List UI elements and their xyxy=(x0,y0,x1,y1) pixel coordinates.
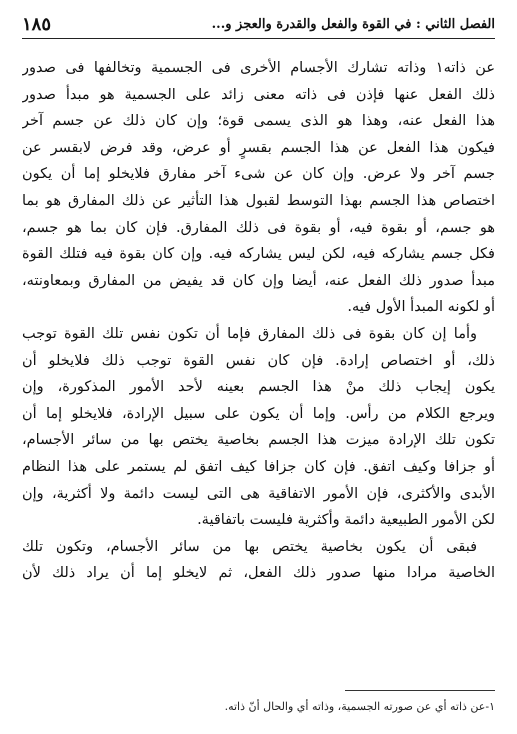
text-line: وأما إن كان بقوة فى ذلك المفارق فإما أن تكون نفس تلك القوة توجب xyxy=(22,325,477,342)
text-line: الخاصية مرادا منها صدور ذلك الفعل، ثم لايخلو إما أن يراد ذلك لأن xyxy=(22,565,495,582)
text-line: هو جسم، أو بقوة فيه، أو بقوة فى ذلك المفارق. فإن كان بما هو جسم، xyxy=(22,219,495,236)
text-line: تكون تلك الإرادة ميزت هذا الجسم بخاصية يختص بها من سائر الأجسام، xyxy=(22,432,495,449)
paragraph xyxy=(22,321,495,534)
text-line: ذلك، أو اختصاص إرادة. فإن كان نفس القوة توجب ذلك فلايخلو أن xyxy=(22,352,495,369)
text-line: جسم آخر ولا عرض. وإن كان عن شىء آخر مفارق فلايخلو إما أن يكون xyxy=(22,166,495,183)
paragraph xyxy=(22,55,495,321)
text-line: اختصاص هذا الجسم بهذا التوسط لقبول هذا التأثير عن ذلك المفارق هو بما xyxy=(22,192,495,209)
footnote: ١-عن ذاته أي عن صورته الجسمية، وذاته أي والحال أنّ ذاته. xyxy=(224,700,495,713)
text-line: هذا الفعل عنه، وهذا هو الذى يسمى قوة؛ وإن كان ذلك عن جسم آخر xyxy=(22,113,495,130)
text-line: فبقى أن يكون بخاصية يختص بها من سائر الأجسام، وتكون تلك xyxy=(22,538,477,555)
body-text xyxy=(22,55,495,587)
text-line: ذلك الفعل عنها فإذن فى ذاته معنى زائد على الجسمية هو مبدأ صدور xyxy=(22,86,495,103)
text-line: الأبدى والأكثرى، فإن الأمور الاتفاقية هى التى ليست دائمة ولا أكثرية، وإن xyxy=(22,485,495,502)
page-header xyxy=(22,10,495,39)
text-line: مبدأ صدور ذلك الفعل عنه، أيضا وإن كان قد يفيض من المفارق وبمعاونته، xyxy=(22,272,495,289)
page-number: ١٨٥ xyxy=(22,13,52,35)
text-line: ويرجع الكلام من رأس. وإما أن يكون على سبيل الإرادة، فلايخلو إما أن xyxy=(22,405,495,422)
footnote-separator xyxy=(345,690,495,691)
text-line: أو جزافا وكيف اتفق. فإن كان جزافا كيف اتفق لم يستمر على هذا النظام xyxy=(22,458,495,475)
paragraph xyxy=(22,534,495,587)
text-line: يكون إيجاب ذلك منْ هذا الجسم بعينه لأحد الأمور المذكورة، وإن xyxy=(22,379,495,396)
text-line: لكن الأمور الطبيعية دائمة وأكثرية فليست باتفاقية. xyxy=(197,512,495,529)
text-line: فكل جسم يشاركه فيه، لكن ليس يشاركه فيه. وإن كان بقوة فيه فتلك القوة xyxy=(22,246,495,263)
text-line: أو لكونه المبدأ الأول فيه. xyxy=(347,299,495,316)
text-line: فيكون هذا الفعل عن هذا الجسم بقسرٍ أو عرض، وقد فرض لابقسر عن xyxy=(22,139,495,156)
text-line: عن ذاته١ وذاته تشارك الأجسام الأخرى فى الجسمية وتخالفها فى صدور xyxy=(22,60,495,76)
chapter-title: الفصل الثاني : في القوة والفعل والقدرة والعجز و... xyxy=(211,16,495,32)
